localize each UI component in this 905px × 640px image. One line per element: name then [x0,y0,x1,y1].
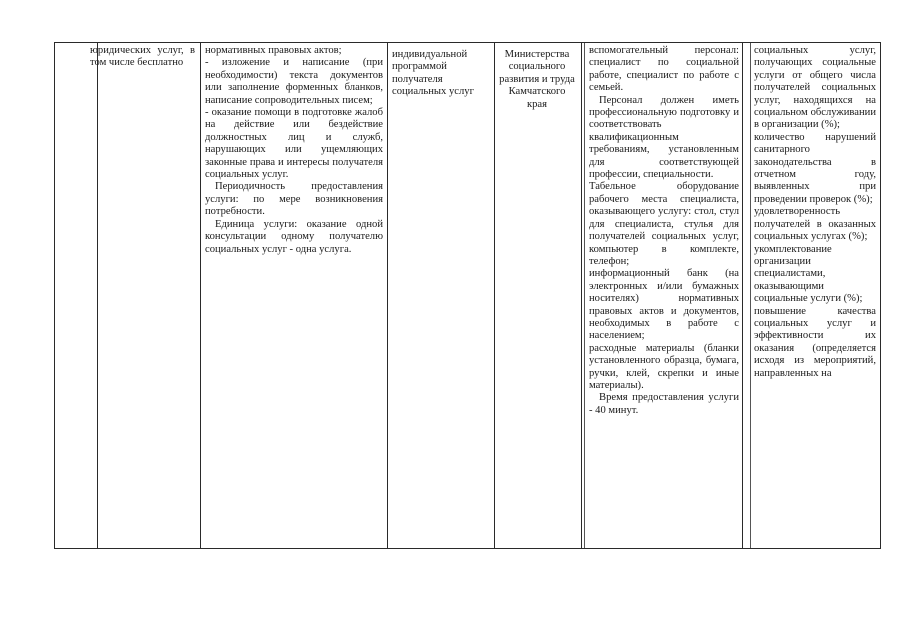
table-border-right [880,42,881,549]
description-para-2: - изложение и написание (при необходимости) текста документов или заполнение форменных бланков, написание сопроводительных писем; [205,57,383,106]
cell-provision-basis [392,49,490,99]
conditions-para-3: Табельное оборудование рабочего места специалиста, оказывающего услугу: стол, стул для специалиста, стулья для получателей социальных услуг, компьютер в комплекте, телефон; [589,181,739,267]
provision-basis-text: индивидуальной программой получателя социальных услуг [392,49,474,98]
table-border-top [54,42,881,43]
column-divider-3 [387,42,388,549]
conditions-para-6: Время предоставления услуги - 40 минут. [589,392,739,416]
cell-service-name [90,45,195,70]
column-divider-4 [494,42,495,549]
conditions-para-2: Персонал должен иметь профессиональную подготовку и соответствовать квалификационным требованиям, установленным для соответствующей профессии, специальности. [589,94,739,181]
cell-conditions [589,45,739,417]
description-para-1: нормативных правовых актов; [205,45,342,56]
table-border-left [54,42,55,549]
indicators-para-4: укомплектование организации специалистами, оказывающими социальные услуги (%); [754,243,863,305]
cell-ministry [498,49,576,111]
indicators-para-1: социальных услуг, получающих социальные услуги от общего числа получателей социальных услуг, находящихся на социальном обслуживании в организации (%); [754,45,876,131]
conditions-para-4: информационный банк (на электронных и/или бумажных носителях) нормативных правовых актов и документов, необходимых в работе с населением; [589,268,739,342]
conditions-para-1: вспомогательный персонал: специалист по социальной работе, специалист по работе с семьей. [589,45,739,94]
column-divider-5 [581,42,582,549]
description-para-5: Единица услуги: оказание одной консультации одному получателю социальных услуг - одна услуга. [205,218,383,255]
indicators-para-3: удовлетворенность получателей в оказанных социальных услугах (%); [754,206,876,243]
column-divider-6b [750,42,751,549]
indicators-para-5: повышение качества социальных услуг и эффективности их оказания (определяется исходя из мероприятий, направленных на [754,305,876,379]
cell-quality-indicators [754,45,876,380]
column-divider-6 [742,42,743,549]
indicators-para-2: количество нарушений санитарного законодательства в отчетном году, выявленных при проведении проверок (%); [754,131,876,205]
conditions-para-5: расходные материалы (бланки установленного образца, бумага, ручки, клей, скрепки и иные материалы). [589,342,739,391]
ministry-text: Министерства социального развития и труда Камчатского края [499,49,575,110]
description-para-4: Периодичность предоставления услуги: по мере возникновения потребности. [205,181,383,218]
cell-service-description [205,45,383,256]
column-divider-2 [200,42,201,549]
column-divider-5b [584,42,585,549]
description-para-3: - оказание помощи в подготовке жалоб на действие или бездействие должностных лиц и служб, нарушающих или ущемляющих законные права и интересы получателя социальных услуг. [205,107,383,181]
column-divider-1 [97,42,98,549]
table-border-bottom [54,548,881,549]
service-name-text: юридических услуг, в том числе бесплатно [90,45,195,69]
